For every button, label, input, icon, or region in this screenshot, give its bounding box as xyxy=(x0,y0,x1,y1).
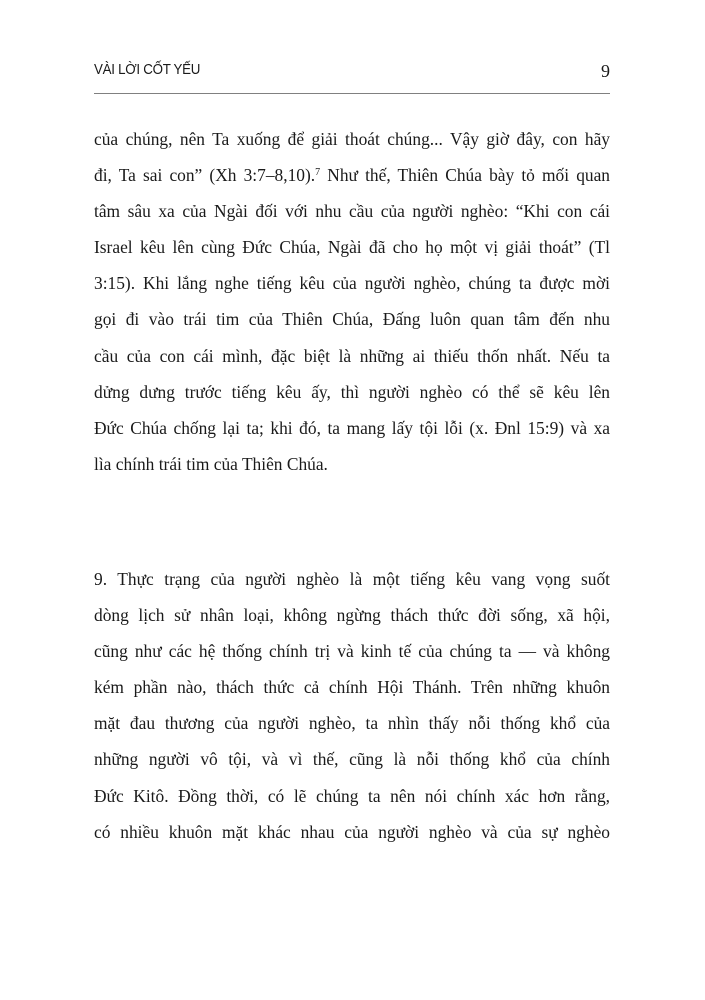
page-number: 9 xyxy=(601,61,610,81)
footnote-marker[interactable]: 7 xyxy=(315,167,321,179)
text-line: cầu của con cái mình, đặc biệt là những ai thiếu thốn nhất. Nếu ta xyxy=(94,345,610,366)
text-line: Đức Kitô. Đồng thời, có lẽ chúng ta nên nói chính xác hơn rằng, xyxy=(94,785,610,806)
running-title: VÀI LỜI CỐT YẾU xyxy=(94,62,201,78)
text-line: cũng như các hệ thống chính trị và kinh tế của chúng ta — và không xyxy=(94,641,610,662)
text-line-with-footnote xyxy=(94,157,610,193)
text-line: tâm sâu xa của Ngài đối với nhu cầu của người nghèo: “Khi con cái xyxy=(94,201,610,222)
text-line: có nhiều khuôn mặt khác nhau của người nghèo và của sự nghèo xyxy=(94,821,610,842)
header-rule xyxy=(94,93,610,94)
text-segment: đi, Ta sai con” (Xh 3:7–8,10). xyxy=(94,165,316,186)
paragraph-9 xyxy=(94,561,610,850)
text-line: 3:15). Khi lắng nghe tiếng kêu của người nghèo, chúng ta được mời xyxy=(94,273,610,294)
text-line: của chúng, nên Ta xuống để giải thoát chúng... Vậy giờ đây, con hãy xyxy=(94,129,610,149)
text-line: những người vô tội, và vì thế, cũng là nỗi thống khổ của chính xyxy=(94,749,610,770)
text-line: Đức Chúa chống lại ta; khi đó, ta mang lấy tội lỗi (x. Đnl 15:9) và xa xyxy=(94,417,610,438)
text-line: dòng lịch sử nhân loại, không ngừng thách thức đời sống, xã hội, xyxy=(94,605,610,626)
text-line: kém phần nào, thách thức cả chính Hội Thánh. Trên những khuôn xyxy=(94,677,610,698)
text-line: lìa chính trái tim của Thiên Chúa. xyxy=(94,453,328,474)
paragraph-8-continuation xyxy=(94,121,610,482)
text-line: mặt đau thương của người nghèo, ta nhìn thấy nỗi thống khổ của xyxy=(94,713,610,734)
text-segment: Như thế, Thiên Chúa bày tỏ mối quan xyxy=(320,165,611,186)
text-line: Israel kêu lên cùng Đức Chúa, Ngài đã cho họ một vị giải thoát” (Tl xyxy=(94,237,610,258)
text-line: gọi đi vào trái tim của Thiên Chúa, Đấng luôn quan tâm đến nhu xyxy=(94,309,610,330)
text-line: 9. Thực trạng của người nghèo là một tiếng kêu vang vọng suốt xyxy=(94,569,610,589)
running-head xyxy=(94,62,610,86)
text-line: dửng dưng trước tiếng kêu ấy, thì người nghèo có thể sẽ kêu lên xyxy=(94,381,610,402)
